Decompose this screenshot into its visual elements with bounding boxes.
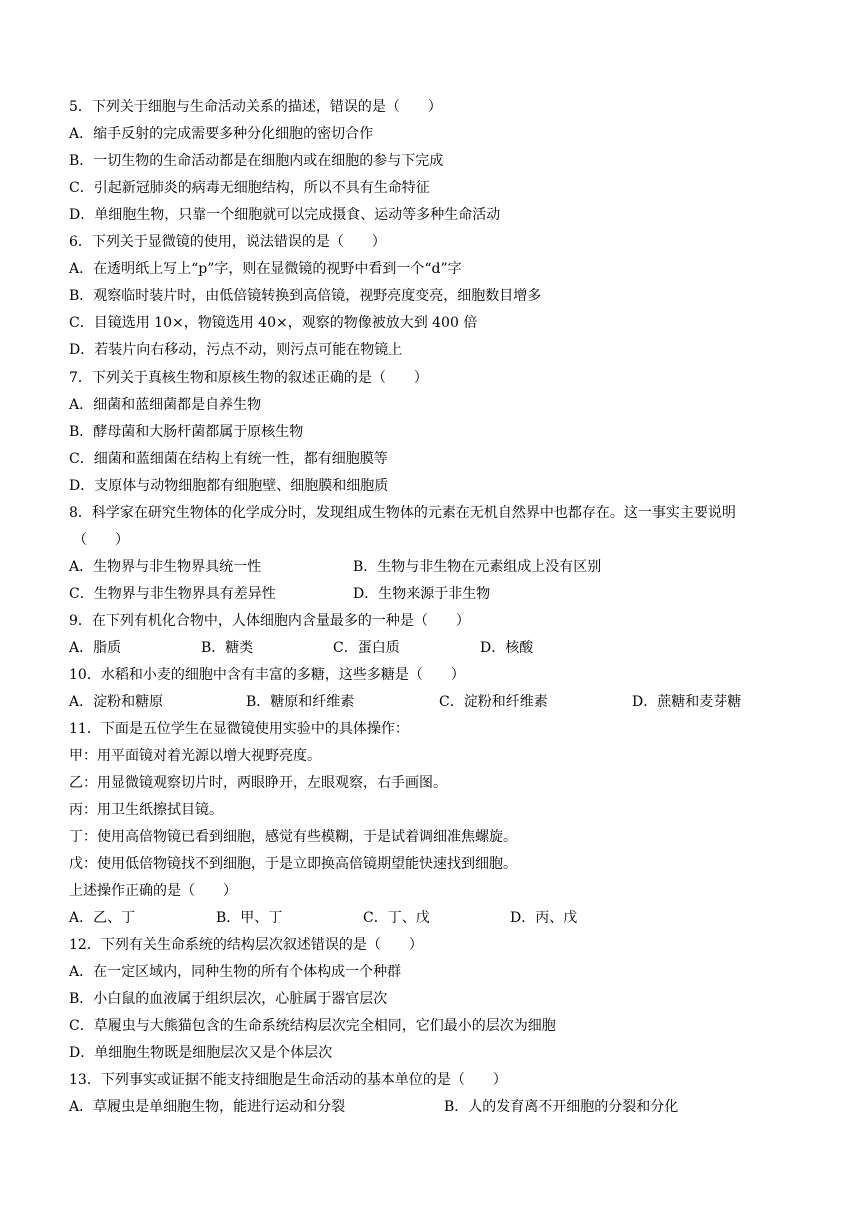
q8-option-b: B．生物与非生物在元素组成上没有区别 (353, 559, 602, 575)
q10-stem: 10．水稻和小麦的细胞中含有丰富的多糖，这些多糖是（ ） (69, 667, 465, 683)
q5-stem: 5．下列关于细胞与生命活动关系的描述，错误的是（ ） (69, 99, 442, 115)
q7-option-a: A．细菌和蓝细菌都是自养生物 (69, 397, 262, 413)
q8-option-a: A．生物界与非生物界具统一性 (69, 559, 262, 575)
q9-option-a: A．脂质 (69, 640, 122, 656)
q10-option-d: D．蔗糖和麦芽糖 (632, 694, 742, 710)
q11-item-jia: 甲：用平面镜对着光源以增大视野亮度。 (69, 748, 321, 764)
q8-stem: 8．科学家在研究生物体的化学成分时，发现组成生物体的元素在无机自然界中也都存在。这一事实主要说明 (69, 505, 736, 521)
q9-option-b: B．糖类 (201, 640, 254, 656)
q13-option-b: B．人的发育离不开细胞的分裂和分化 (444, 1099, 679, 1115)
q10-option-b: B．糖原和纤维素 (246, 694, 355, 710)
q10-option-a: A．淀粉和糖原 (69, 694, 164, 710)
q6-stem: 6．下列关于显微镜的使用，说法错误的是（ ） (69, 234, 386, 250)
q11-item-wu: 戊：使用低倍物镜找不到细胞，于是立即换高倍镜期望能快速找到细胞。 (69, 856, 517, 872)
q12-option-a: A．在一定区域内，同种生物的所有个体构成一个种群 (69, 964, 402, 980)
q11-option-b: B．甲、丁 (216, 910, 283, 926)
q5-option-d: D．单细胞生物，只靠一个细胞就可以完成摄食、运动等多种生命活动 (69, 207, 501, 223)
q8-option-d: D．生物来源于非生物 (353, 586, 491, 602)
q6-option-c: C．目镜选用 10×，物镜选用 40×，观察的物像被放大到 400 倍 (69, 315, 478, 331)
q9-stem: 9．在下列有机化合物中，人体细胞内含量最多的一种是（ ） (69, 613, 470, 629)
q5-option-c: C．引起新冠肺炎的病毒无细胞结构，所以不具有生命特征 (69, 180, 430, 196)
q7-option-c: C．细菌和蓝细菌在结构上有统一性，都有细胞膜等 (69, 451, 388, 467)
q12-option-b: B．小白鼠的血液属于组织层次，心脏属于器官层次 (69, 991, 388, 1007)
q12-option-d: D．单细胞生物既是细胞层次又是个体层次 (69, 1045, 333, 1061)
q13-option-a: A．草履虫是单细胞生物，能进行运动和分裂 (69, 1099, 346, 1115)
q5-option-a: A．缩手反射的完成需要多种分化细胞的密切合作 (69, 126, 374, 142)
q12-stem: 12．下列有关生命系统的结构层次叙述错误的是（ ） (69, 937, 423, 953)
q13-stem: 13．下列事实或证据不能支持细胞是生命活动的基本单位的是（ ） (69, 1072, 507, 1088)
q6-option-a: A．在透明纸上写上“p”字，则在显微镜的视野中看到一个“d”字 (69, 261, 462, 277)
q11-option-d: D．丙、戊 (510, 910, 578, 926)
q11-stem: 11．下面是五位学生在显微镜使用实验中的具体操作： (69, 721, 409, 737)
q9-option-c: C．蛋白质 (333, 640, 400, 656)
q11-option-a: A．乙、丁 (69, 910, 136, 926)
q6-option-d: D．若装片向右移动，污点不动，则污点可能在物镜上 (69, 342, 403, 358)
q10-option-c: C．淀粉和纤维素 (439, 694, 548, 710)
q7-stem: 7．下列关于真核生物和原核生物的叙述正确的是（ ） (69, 370, 428, 386)
q11-option-c: C．丁、戊 (363, 910, 430, 926)
q11-item-ding: 丁：使用高倍物镜已看到细胞，感觉有些模糊，于是试着调细准焦螺旋。 (69, 829, 517, 845)
q6-option-b: B．观察临时装片时，由低倍镜转换到高倍镜，视野亮度变亮，细胞数目增多 (69, 288, 542, 304)
q12-option-c: C．草履虫与大熊猫包含的生命系统结构层次完全相同，它们最小的层次为细胞 (69, 1018, 556, 1034)
q7-option-b: B．酵母菌和大肠杆菌都属于原核生物 (69, 424, 304, 440)
q11-question: 上述操作正确的是（ ） (69, 883, 237, 899)
q8-stem-continuation: （ ） (73, 532, 129, 548)
q11-item-bing: 丙：用卫生纸擦拭目镜。 (69, 802, 223, 818)
q8-option-c: C．生物界与非生物界具有差异性 (69, 586, 276, 602)
q7-option-d: D．支原体与动物细胞都有细胞壁、细胞膜和细胞质 (69, 478, 389, 494)
q11-item-yi: 乙：用显微镜观察切片时，两眼睁开，左眼观察，右手画图。 (69, 775, 447, 791)
q9-option-d: D．核酸 (480, 640, 534, 656)
q5-option-b: B．一切生物的生命活动都是在细胞内或在细胞的参与下完成 (69, 153, 444, 169)
